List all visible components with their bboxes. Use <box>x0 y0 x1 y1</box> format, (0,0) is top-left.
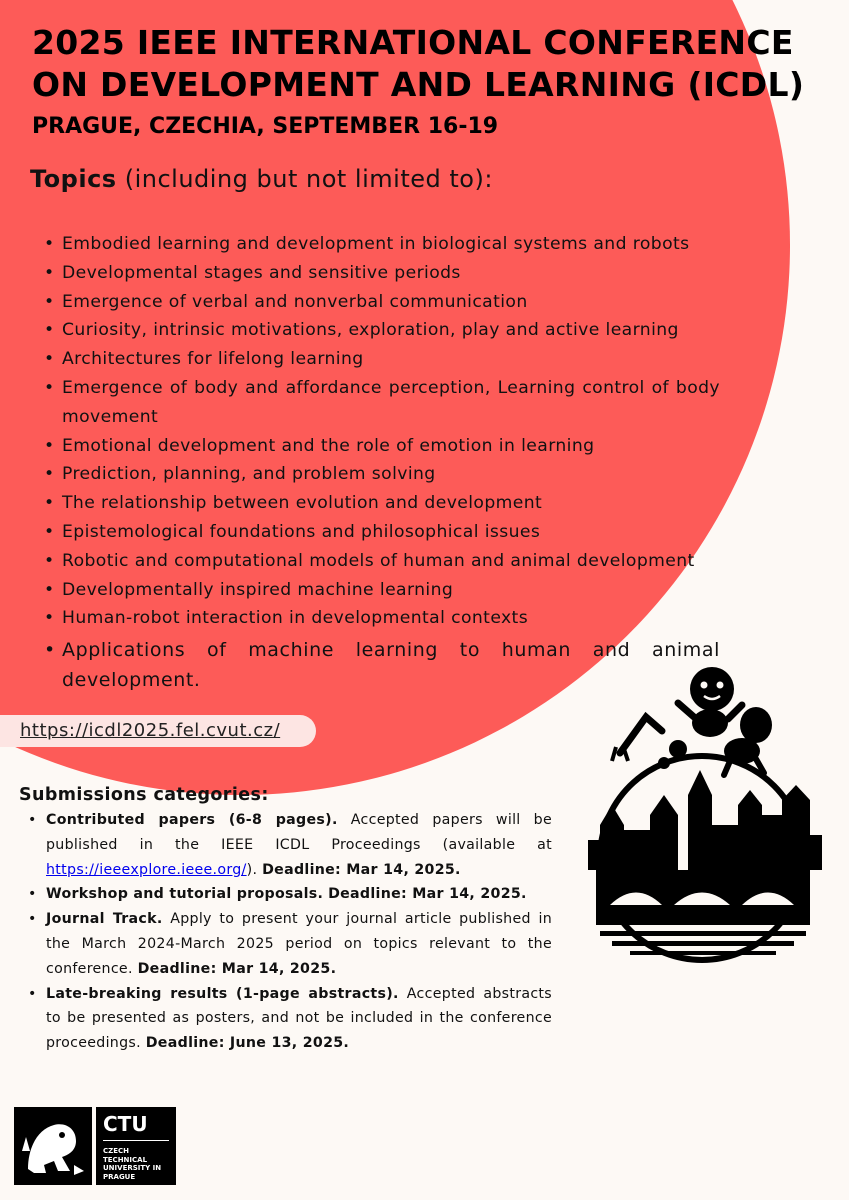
ctu-full-name: CZECH TECHNICAL UNIVERSITY IN PRAGUE <box>103 1147 162 1181</box>
topic-item: • Emergence of verbal and nonverbal communication <box>42 288 720 317</box>
submission-item-workshop <box>26 882 552 907</box>
submission-text: Accepted papers will be published in the IEEE ICDL Proceedings (available at <box>46 812 552 853</box>
topic-item: • Developmental stages and sensitive periods <box>42 259 720 288</box>
submission-title: Journal Track. <box>46 911 163 928</box>
submission-text: Accepted abstracts to be presented as posters, and not be included in the conference proceedings. <box>46 985 552 1052</box>
submission-text: Apply to present your journal article published in the March 2024-March 2025 period on topics relevant to the conference. <box>46 911 552 977</box>
ctu-divider <box>103 1140 169 1141</box>
submission-title: Workshop and tutorial proposals. <box>46 886 324 903</box>
submission-deadline: Deadline: June 13, 2025. <box>145 1035 350 1052</box>
ieee-xplore-link[interactable]: https://ieeexplore.ieee.org/ <box>46 861 247 878</box>
ctu-lion-logo <box>14 1107 92 1185</box>
topics-list <box>42 230 720 695</box>
topic-item: • Emotional development and the role of emotion in learning <box>42 432 720 461</box>
submission-deadline: Deadline: Mar 14, 2025. <box>137 960 337 977</box>
conference-title: 2025 IEEE INTERNATIONAL CONFERENCE ON DEVELOPMENT AND LEARNING (ICDL) <box>32 23 805 104</box>
conference-website-link[interactable]: https://icdl2025.fel.cvut.cz/ <box>20 720 281 741</box>
ctu-abbreviation: CTU <box>103 1112 148 1136</box>
baby-head-icon <box>690 667 734 711</box>
prague-robot-baby-emblem <box>560 665 845 970</box>
submission-title: Late-breaking results (1-page abstracts). <box>46 985 399 1002</box>
robot-arm-icon <box>620 717 662 753</box>
lion-icon <box>14 1107 92 1185</box>
topic-item: • Curiosity, intrinsic motivations, exploration, play and active learning <box>42 316 720 345</box>
topic-item: • Developmentally inspired machine learning <box>42 576 720 605</box>
submission-title: Contributed papers (6-8 pages). <box>46 812 338 828</box>
city-skyline-icon <box>600 805 624 870</box>
gear-icon <box>669 740 687 758</box>
topic-item: • Architectures for lifelong learning <box>42 345 720 374</box>
topics-heading-bold: Topics <box>30 165 117 193</box>
topic-item: • The relationship between evolution and development <box>42 489 720 518</box>
crawling-baby-icon <box>740 707 772 743</box>
topics-heading-rest: (including but not limited to): <box>116 165 493 193</box>
submission-item-journal-track <box>26 907 552 981</box>
submission-deadline: Deadline: Mar 14, 2025. <box>328 886 527 903</box>
topics-heading <box>30 163 493 195</box>
submission-text: ). <box>246 861 263 878</box>
submissions-list <box>26 808 552 1056</box>
topic-item: • Embodied learning and development in biological systems and robots <box>42 230 720 259</box>
submission-deadline: Deadline: Mar 14, 2025. <box>262 861 461 878</box>
submissions-heading: Submissions categories: <box>19 785 269 805</box>
ctu-text-logo <box>96 1107 176 1185</box>
topic-item: • Emergence of body and affordance perception, Learning control of body movement <box>42 374 720 432</box>
topic-item: • Applications of machine learning to human and animal development. <box>42 635 720 695</box>
topic-item: • Epistemological foundations and philosophical issues <box>42 518 720 547</box>
topic-item: • Human-robot interaction in developmental contexts <box>42 604 720 633</box>
conference-location-dates: PRAGUE, CZECHIA, SEPTEMBER 16-19 <box>32 114 499 139</box>
topic-item: • Robotic and computational models of human and animal development <box>42 547 720 576</box>
submission-item-contributed-papers <box>26 808 552 882</box>
submission-item-late-breaking <box>26 982 552 1056</box>
topic-item: • Prediction, planning, and problem solving <box>42 460 720 489</box>
